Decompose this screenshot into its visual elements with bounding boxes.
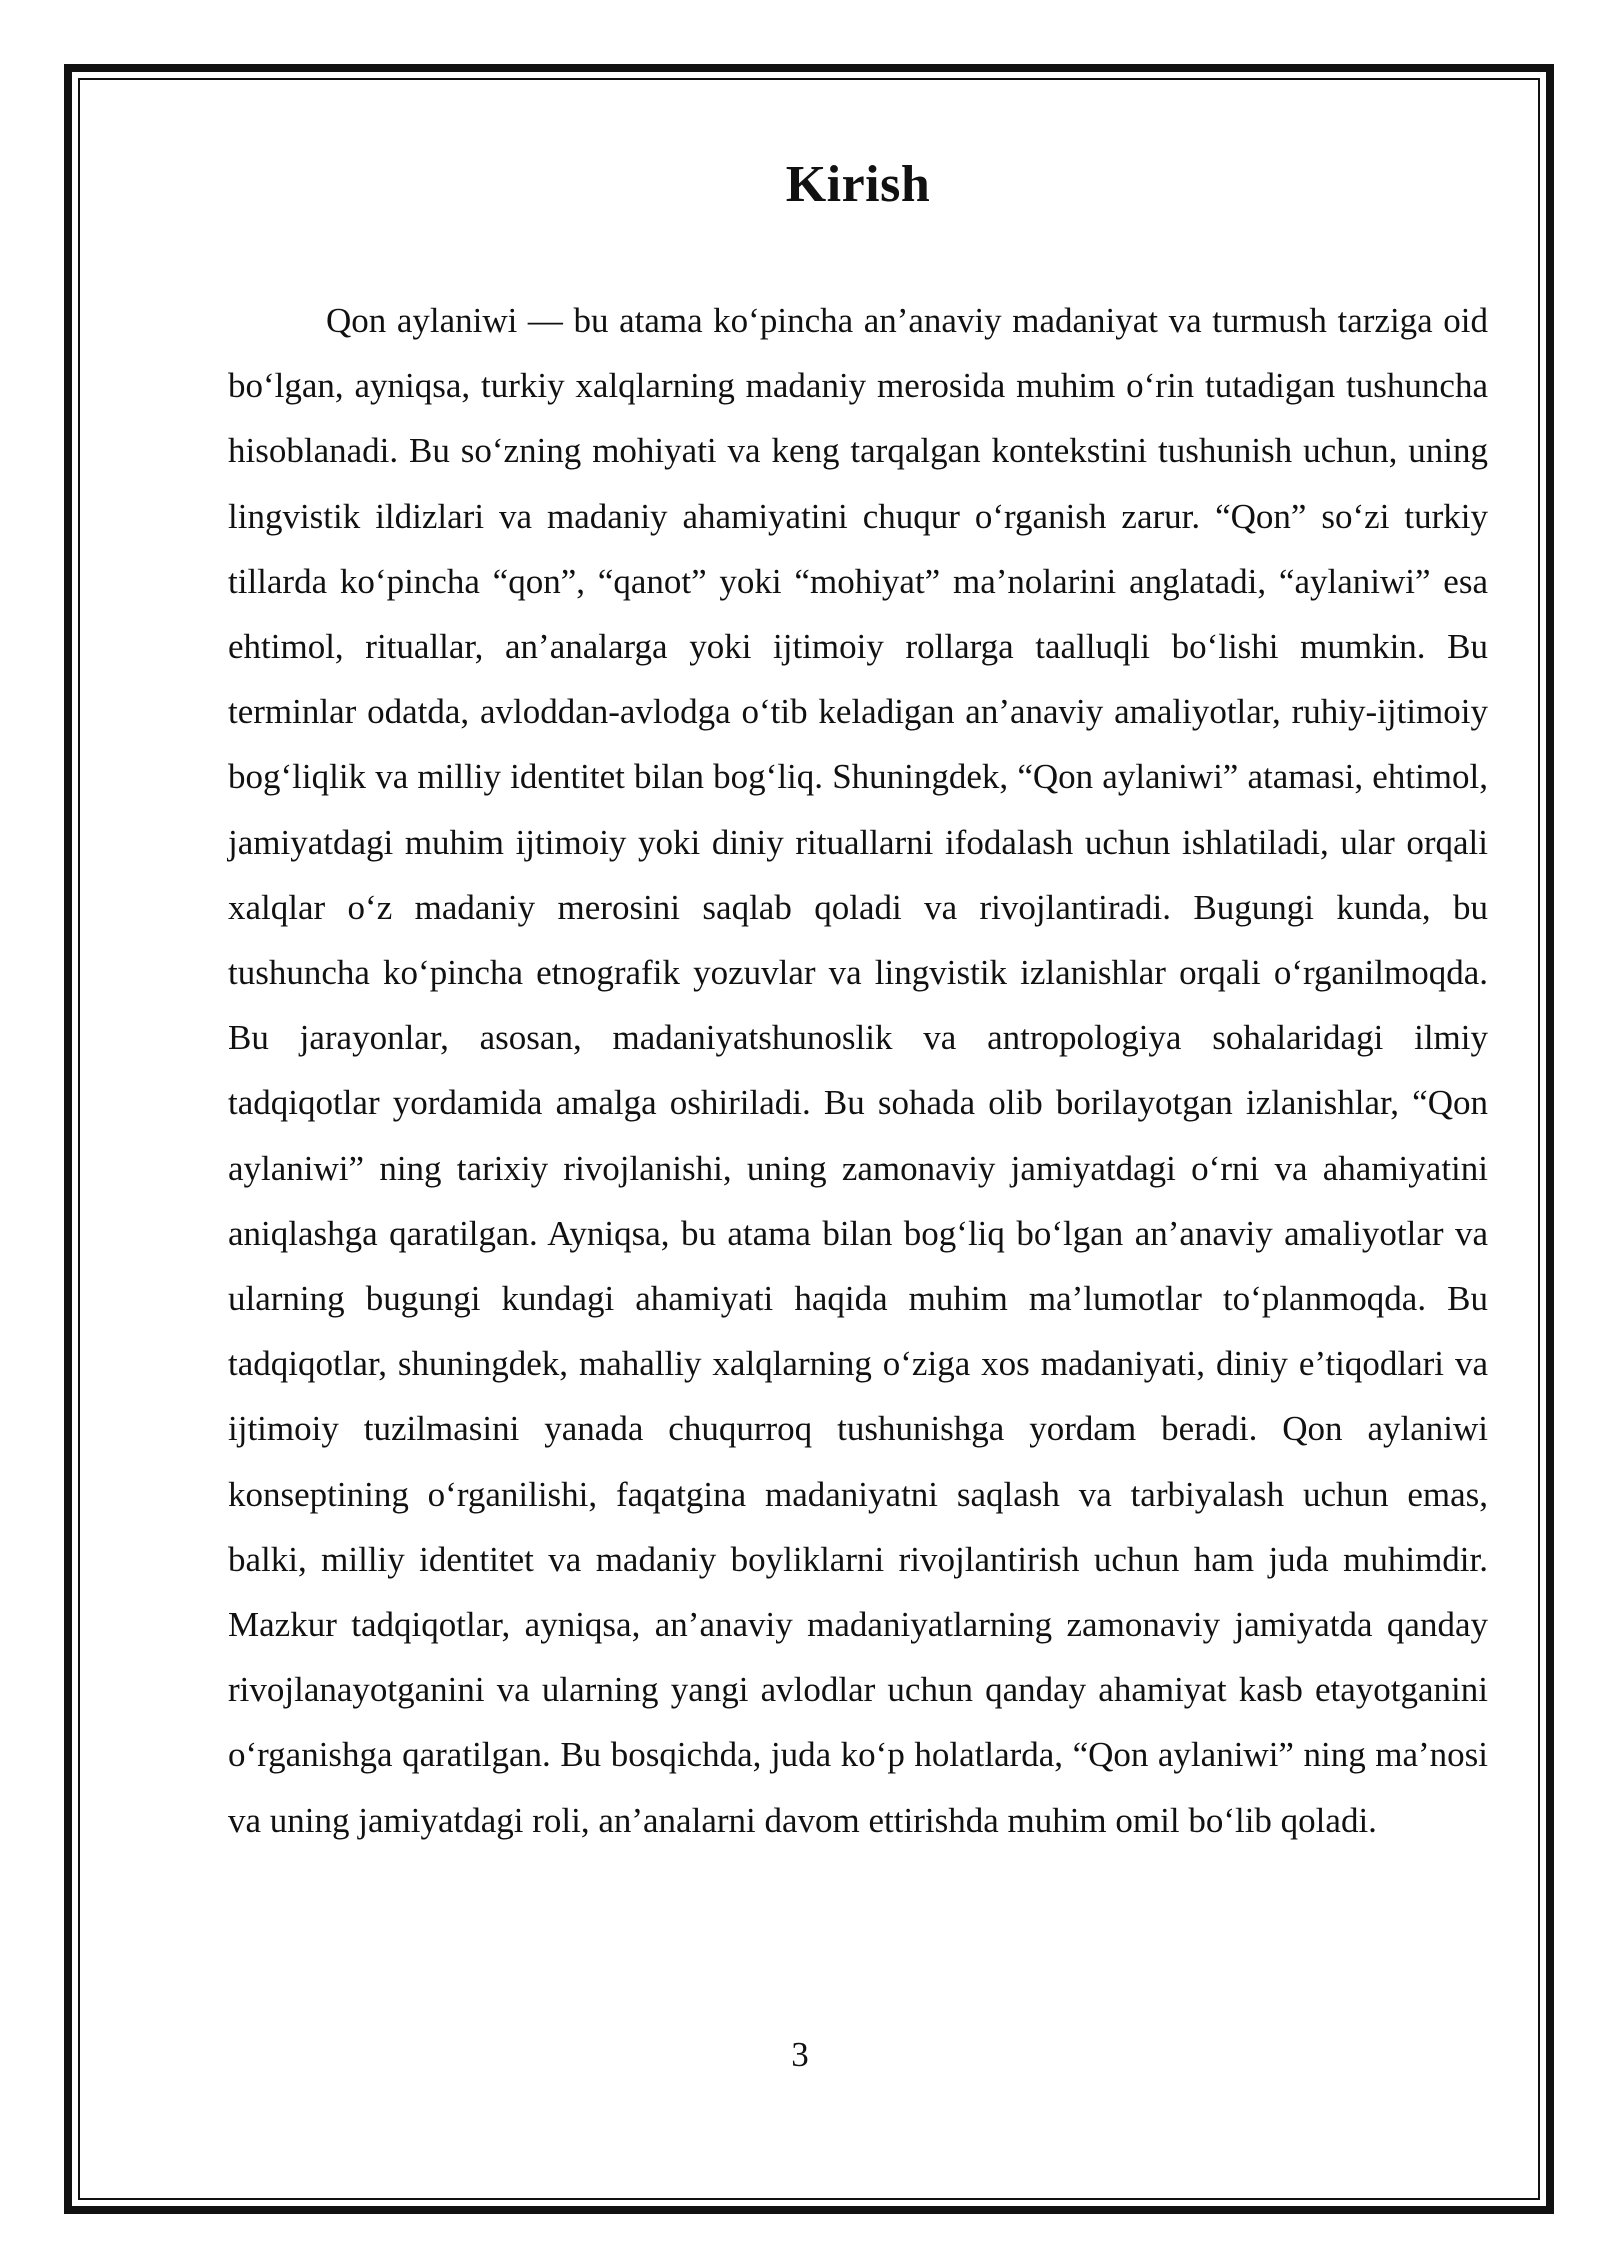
page-title: Kirish: [785, 156, 931, 213]
page-content: [228, 150, 1488, 1853]
page-number: 3: [791, 2035, 809, 2074]
body-paragraph: Qon aylaniwi — bu atama ko‘pincha an’anaviy madaniyat va turmush tarziga oid bo‘lgan, ayniqsa, turkiy xalqlarning madaniy merosida muhim o‘rin tutadigan tushuncha hisoblanadi. Bu so‘zning mohiyati va keng tarqalgan kontekstini tushunish uchun, uning lingvistik ildizlari va madaniy ahamiyatini chuqur o‘rganish zarur. “Qon” so‘zi turkiy tillarda ko‘pincha “qon”, “qanot” yoki “mohiyat” ma’nolarini anglatadi, “aylaniwi” esa ehtimol, rituallar, an’analarga yoki ijtimoiy rollarga taalluqli bo‘lishi mumkin. Bu terminlar odatda, avloddan-avlodga o‘tib keladigan an’anaviy amaliyotlar, ruhiy-ijtimoiy bog‘liqlik va milliy identitet bilan bog‘liq. Shuningdek, “Qon aylaniwi” atamasi, ehtimol, jamiyatdagi muhim ijtimoiy yoki diniy rituallarni ifodalash uchun ishlatiladi, ular orqali xalqlar o‘z madaniy merosini saqlab qoladi va rivojlantiradi. Bugungi kunda, bu tushuncha ko‘pincha etnografik yozuvlar va lingvistik izlanishlar orqali o‘rganilmoqda. Bu jarayonlar, asosan, madaniyatshunoslik va antropologiya sohalaridagi ilmiy tadqiqotlar yordamida amalga oshiriladi. Bu sohada olib borilayotgan izlanishlar, “Qon aylaniwi” ning tarixiy rivojlanishi, uning zamonaviy jamiyatdagi o‘rni va ahamiyatini aniqlashga qaratilgan. Ayniqsa, bu atama bilan bog‘liq bo‘lgan an’anaviy amaliyotlar va ularning bugungi kundagi ahamiyati haqida muhim ma’lumotlar to‘planmoqda. Bu tadqiqotlar, shuningdek, mahalliy xalqlarning o‘ziga xos madaniyati, diniy e’tiqodlari va ijtimoiy tuzilmasini yanada chuqurroq tushunishga yordam beradi. Qon aylaniwi konseptining o‘rganilishi, faqatgina madaniyatni saqlash va tarbiyalash uchun emas, balki, milliy identitet va madaniy boyliklarni rivojlantirish uchun ham juda muhimdir. Mazkur tadqiqotlar, ayniqsa, an’anaviy madaniyatlarning zamonaviy jamiyatda qanday rivojlanayotganini va ularning yangi avlodlar uchun qanday ahamiyat kasb etayotganini o‘rganishga qaratilgan. Bu bosqichda, juda ko‘p holatlarda, “Qon aylaniwi” ning ma’nosi va uning jamiyatdagi roli, an’analarni davom ettirishda muhim omil bo‘lib qoladi.: [228, 301, 1488, 1840]
